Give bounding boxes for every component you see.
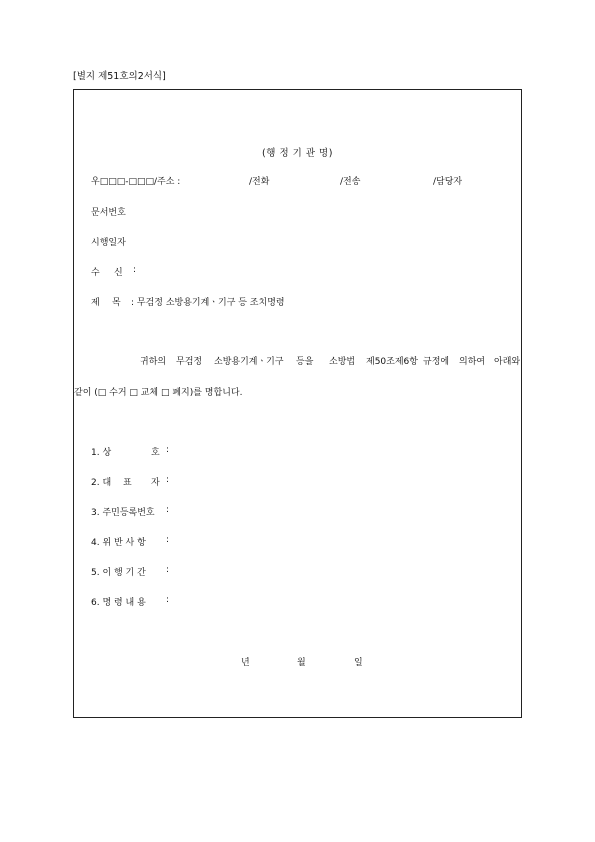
subject-text: : 무검정 소방용기계ㆍ기구 등 조치명령 <box>131 298 285 308</box>
body-word: 귀하의 <box>140 357 167 367</box>
item-colon: : <box>166 565 170 575</box>
body-word: 소방법 <box>329 357 356 367</box>
item-colon: : <box>166 595 170 605</box>
item-label-mid: 표 <box>123 478 132 488</box>
body-word: 의하여 <box>459 357 486 367</box>
item-colon: : <box>166 505 170 515</box>
item-label: 2. 대 <box>91 478 112 488</box>
subject-label-char2: 목 <box>112 298 121 308</box>
item-label: 3. 주민등록번호 <box>91 508 155 518</box>
date-day-label: 일 <box>354 658 363 668</box>
item-label: 5. 이 행 기 간 <box>91 568 146 578</box>
item-label: 4. 위 반 사 항 <box>91 538 146 548</box>
address-contact-label: /담당자 <box>433 177 463 187</box>
agency-name-heading: (행 정 기 관 명) <box>262 148 333 159</box>
recipient-label-char1: 수 <box>91 268 100 278</box>
subject-label-char1: 제 <box>91 298 100 308</box>
form-number-label: [별지 제51호의2서식] <box>73 71 166 82</box>
address-fax-label: /전송 <box>340 177 361 187</box>
recipient-label-char2: 신 <box>114 268 123 278</box>
date-year-label: 년 <box>241 658 250 668</box>
address-postal-label: 우□□□-□□□/주소 : <box>91 177 181 187</box>
body-paragraph-line2: 같이 (□ 수거 □ 교체 □ 폐지)를 명합니다. <box>74 388 243 398</box>
item-label-end: 호 <box>151 448 160 458</box>
item-colon: : <box>166 475 170 485</box>
item-label: 6. 명 령 내 용 <box>91 598 146 608</box>
date-month-label: 월 <box>297 658 306 668</box>
item-colon: : <box>166 445 170 455</box>
recipient-colon: : <box>133 265 137 275</box>
doc-number-label: 문서번호 <box>91 208 126 218</box>
body-word: 소방용기계ㆍ기구 <box>214 357 284 367</box>
body-word: 규정에 <box>423 357 450 367</box>
enforce-date-label: 시행일자 <box>91 238 126 248</box>
item-colon: : <box>166 535 170 545</box>
item-label: 1. 상 <box>91 448 112 458</box>
address-phone-label: /전화 <box>249 177 270 187</box>
body-word: 아래와 <box>494 357 521 367</box>
item-label-end: 자 <box>151 478 160 488</box>
body-word: 등을 <box>296 357 314 367</box>
body-word: 무검정 <box>176 357 203 367</box>
body-word: 제50조제6항 <box>366 357 418 367</box>
